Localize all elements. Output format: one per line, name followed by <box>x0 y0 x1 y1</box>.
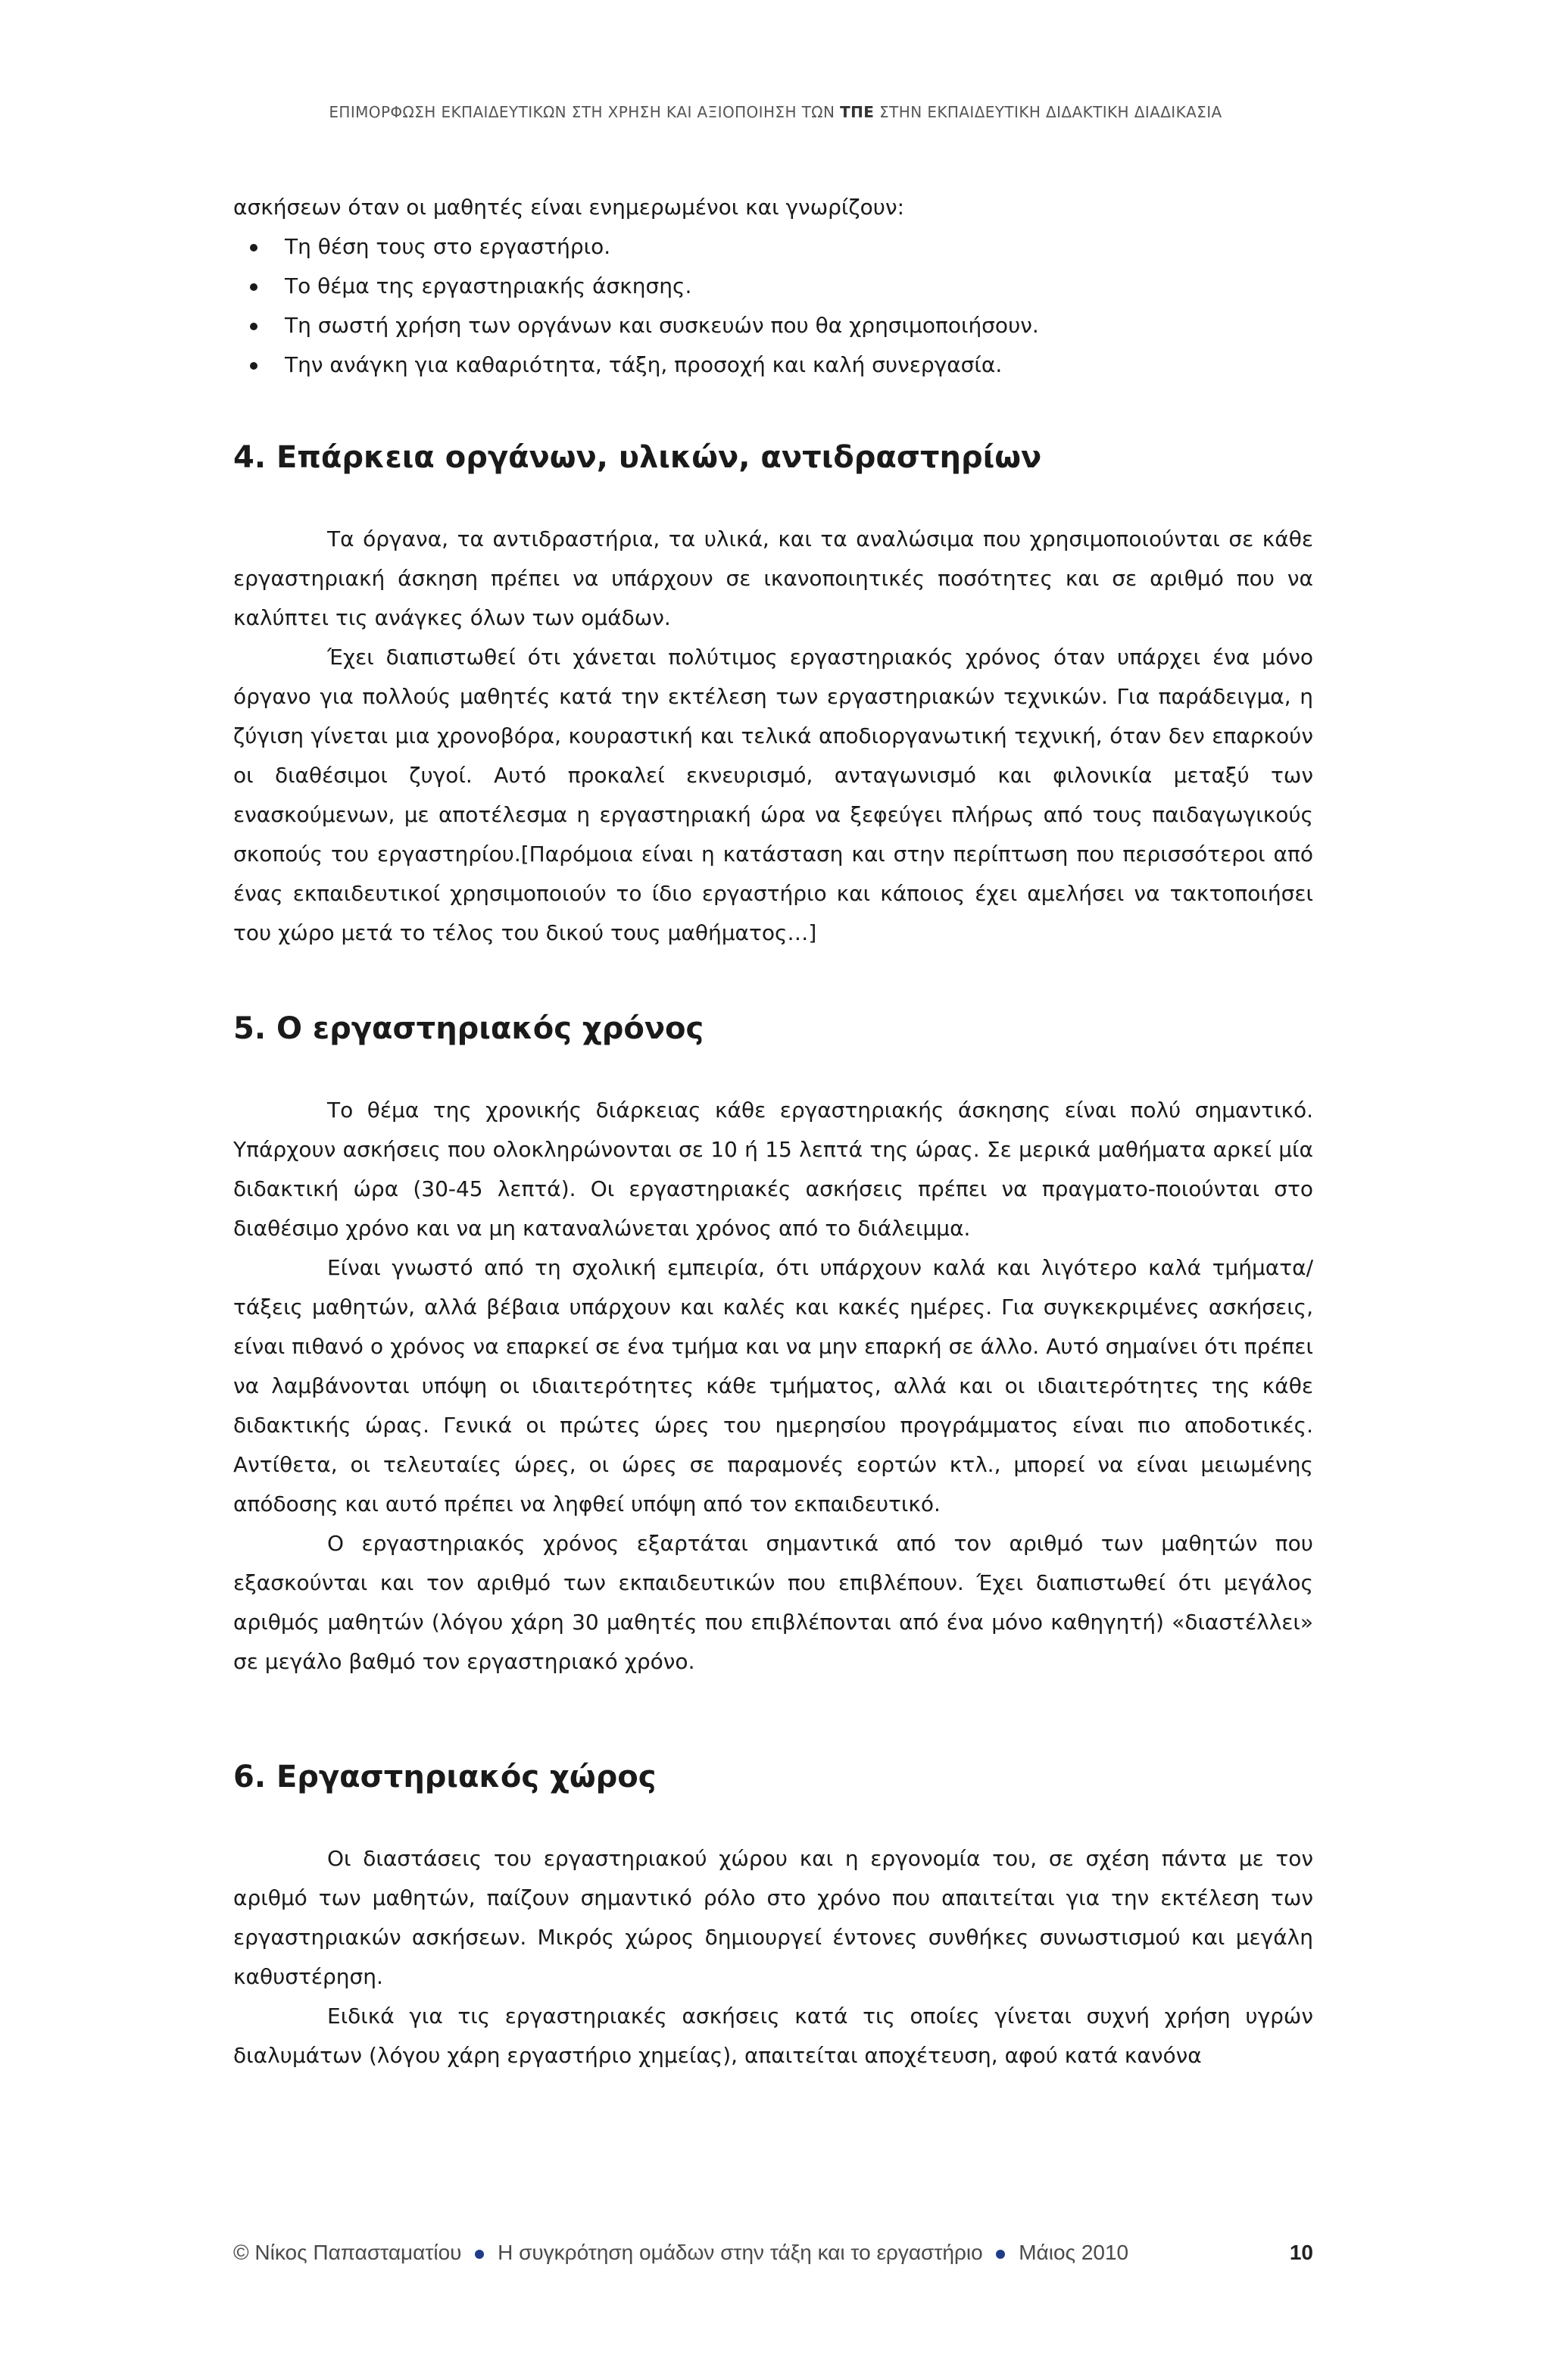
section-5-paragraph-3: Ο εργαστηριακός χρόνος εξαρτάται σημαντικά από τον αριθμό των μαθητών που εξασκούνται και τον αριθμό των εκπαιδευτικών που επιβλέπουν. Έχει διαπιστωθεί ότι μεγάλος αριθμός μαθητών (λόγου χάρη 30 μαθητές που επιβλέπονται από ένα μόνο καθηγητή) «διαστέλλει» σε μεγάλο βαθμό τον εργαστηριακό χρόνο. <box>233 1531 1313 1674</box>
bullet-item: Τη σωστή χρήση των οργάνων και συσκευών που θα χρησιμοποιήσουν. <box>285 306 1313 345</box>
page-footer <box>233 2241 1313 2265</box>
section-5-paragraph-1: Το θέμα της χρονικής διάρκειας κάθε εργαστηριακής άσκησης είναι πολύ σημαντικό. Υπάρχουν ασκήσεις που ολοκληρώνονται σε 10 ή 15 λεπτά της ώρας. Σε μερικά μαθήματα αρκεί μία διδακτική ώρα (30-45 λεπτά). Οι εργαστηριακές ασκήσεις πρέπει να πραγματο-ποιούνται στο διαθέσιμο χρόνο και να μη καταναλώνεται χρόνος από το διάλειμμα. <box>233 1098 1313 1241</box>
section-4-paragraph-1: Τα όργανα, τα αντιδραστήρια, τα υλικά, και τα αναλώσιμα που χρησιμοποιούνται σε κάθε εργαστηριακή άσκηση πρέπει να υπάρχουν σε ικανοποιητικές ποσότητες και σε αριθμό που να καλύπτει τις ανάγκες όλων των ομάδων. <box>233 526 1313 630</box>
bullet-dot-icon <box>996 2250 1005 2259</box>
section-5-heading: 5. Ο εργαστηριακός χρόνος <box>233 1011 704 1046</box>
footer-author: © Νίκος Παπασταματίου <box>233 2241 462 2264</box>
header-text-part2: ΣΤΗΝ ΕΚΠΑΙΔΕΥΤΙΚΗ ΔΙΔΑΚΤΙΚΗ ΔΙΑΔΙΚΑΣΙΑ <box>879 103 1222 121</box>
section-4-paragraph-2: Έχει διαπιστωθεί ότι χάνεται πολύτιμος εργαστηριακός χρόνος όταν υπάρχει ένα μόνο όργανο για πολλούς μαθητές κατά την εκτέλεση των εργαστηριακών τεχνικών. Για παράδειγμα, η ζύγιση γίνεται μια χρονοβόρα, κουραστική και τελικά αποδιοργανωτική τεχνική, όταν δεν επαρκούν οι διαθέσιμοι ζυγοί. Αυτό προκαλεί εκνευρισμό, ανταγωνισμό και φιλονικία μεταξύ των ενασκούμενων, με αποτέλεσμα η εργαστηριακή ώρα να ξεφεύγει πλήρως από τους παιδαγωγικούς σκοπούς του εργαστηρίου.[Παρόμοια είναι η κατάσταση και στην περίπτωση που περισσότεροι από ένας εκπαιδευτικοί χρησιμοποιούν το ίδιο εργαστήριο και κάποιος έχει αμελήσει να τακτοποιήσει του χώρο μετά το τέλος του δικού τους μαθήματος…] <box>233 645 1313 945</box>
intro-line: ασκήσεων όταν οι μαθητές είναι ενημερωμένοι και γνωρίζουν: <box>233 195 905 220</box>
running-header <box>0 103 1551 121</box>
bullet-item: Τη θέση τους στο εργαστήριο. <box>285 227 1313 267</box>
section-6-heading: 6. Εργαστηριακός χώρος <box>233 1760 657 1794</box>
section-4-heading: 4. Επάρκεια οργάνων, υλικών, αντιδραστηρίων <box>233 440 1042 475</box>
bullet-list <box>233 227 1313 385</box>
header-text-bold: ΤΠΕ <box>840 103 875 121</box>
bullet-item: Το θέμα της εργαστηριακής άσκησης. <box>285 267 1313 306</box>
section-6-paragraph-2: Ειδικά για τις εργαστηριακές ασκήσεις κατά τις οποίες γίνεται συχνή χρήση υγρών διαλυμάτων (λόγου χάρη εργαστήριο χημείας), απαιτείται αποχέτευση, αφού κατά κανόνα <box>233 2004 1313 2068</box>
section-5-paragraph-2: Είναι γνωστό από τη σχολική εμπειρία, ότι υπάρχουν καλά και λιγότερο καλά τμήματα/τάξεις μαθητών, αλλά βέβαια υπάρχουν και καλές και κακές ημέρες. Για συγκεκριμένες ασκήσεις, είναι πιθανό ο χρόνος να επαρκεί σε ένα τμήμα και να μην επαρκή σε άλλο. Αυτό σημαίνει ότι πρέπει να λαμβάνονται υπόψη οι ιδιαιτερότητες κάθε τμήματος, αλλά και οι ιδιαιτερότητες της κάθε διδακτικής ώρας. Γενικά οι πρώτες ώρες του ημερησίου προγράμματος είναι πιο αποδοτικές. Αντίθετα, οι τελευταίες ώρες, οι ώρες σε παραμονές εορτών κτλ., μπορεί να είναι μειωμένης απόδοσης και αυτό πρέπει να ληφθεί υπόψη από τον εκπαιδευτικό. <box>233 1255 1313 1516</box>
page-content <box>233 188 1313 2075</box>
bullet-dot-icon <box>475 2250 484 2259</box>
header-text-part1: ΕΠΙΜΟΡΦΩΣΗ ΕΚΠΑΙΔΕΥΤΙΚΩΝ ΣΤΗ ΧΡΗΣΗ ΚΑΙ ΑΞΙΟΠΟΙΗΣΗ ΤΩΝ <box>329 103 835 121</box>
bullet-item: Την ανάγκη για καθαριότητα, τάξη, προσοχή και καλή συνεργασία. <box>285 345 1313 385</box>
footer-date: Μάιος 2010 <box>1019 2241 1129 2264</box>
section-6-paragraph-1: Οι διαστάσεις του εργαστηριακού χώρου και η εργονομία του, σε σχέση πάντα με τον αριθμό των μαθητών, παίζουν σημαντικό ρόλο στο χρόνο που απαιτείται για την εκτέλεση των εργαστηριακών ασκήσεων. Μικρός χώρος δημιουργεί έντονες συνθήκες συνωστισμού και μεγάλη καθυστέρηση. <box>233 1846 1313 1989</box>
page-number: 10 <box>1289 2241 1313 2264</box>
footer-title: Η συγκρότηση ομάδων στην τάξη και το εργαστήριο <box>498 2241 983 2264</box>
